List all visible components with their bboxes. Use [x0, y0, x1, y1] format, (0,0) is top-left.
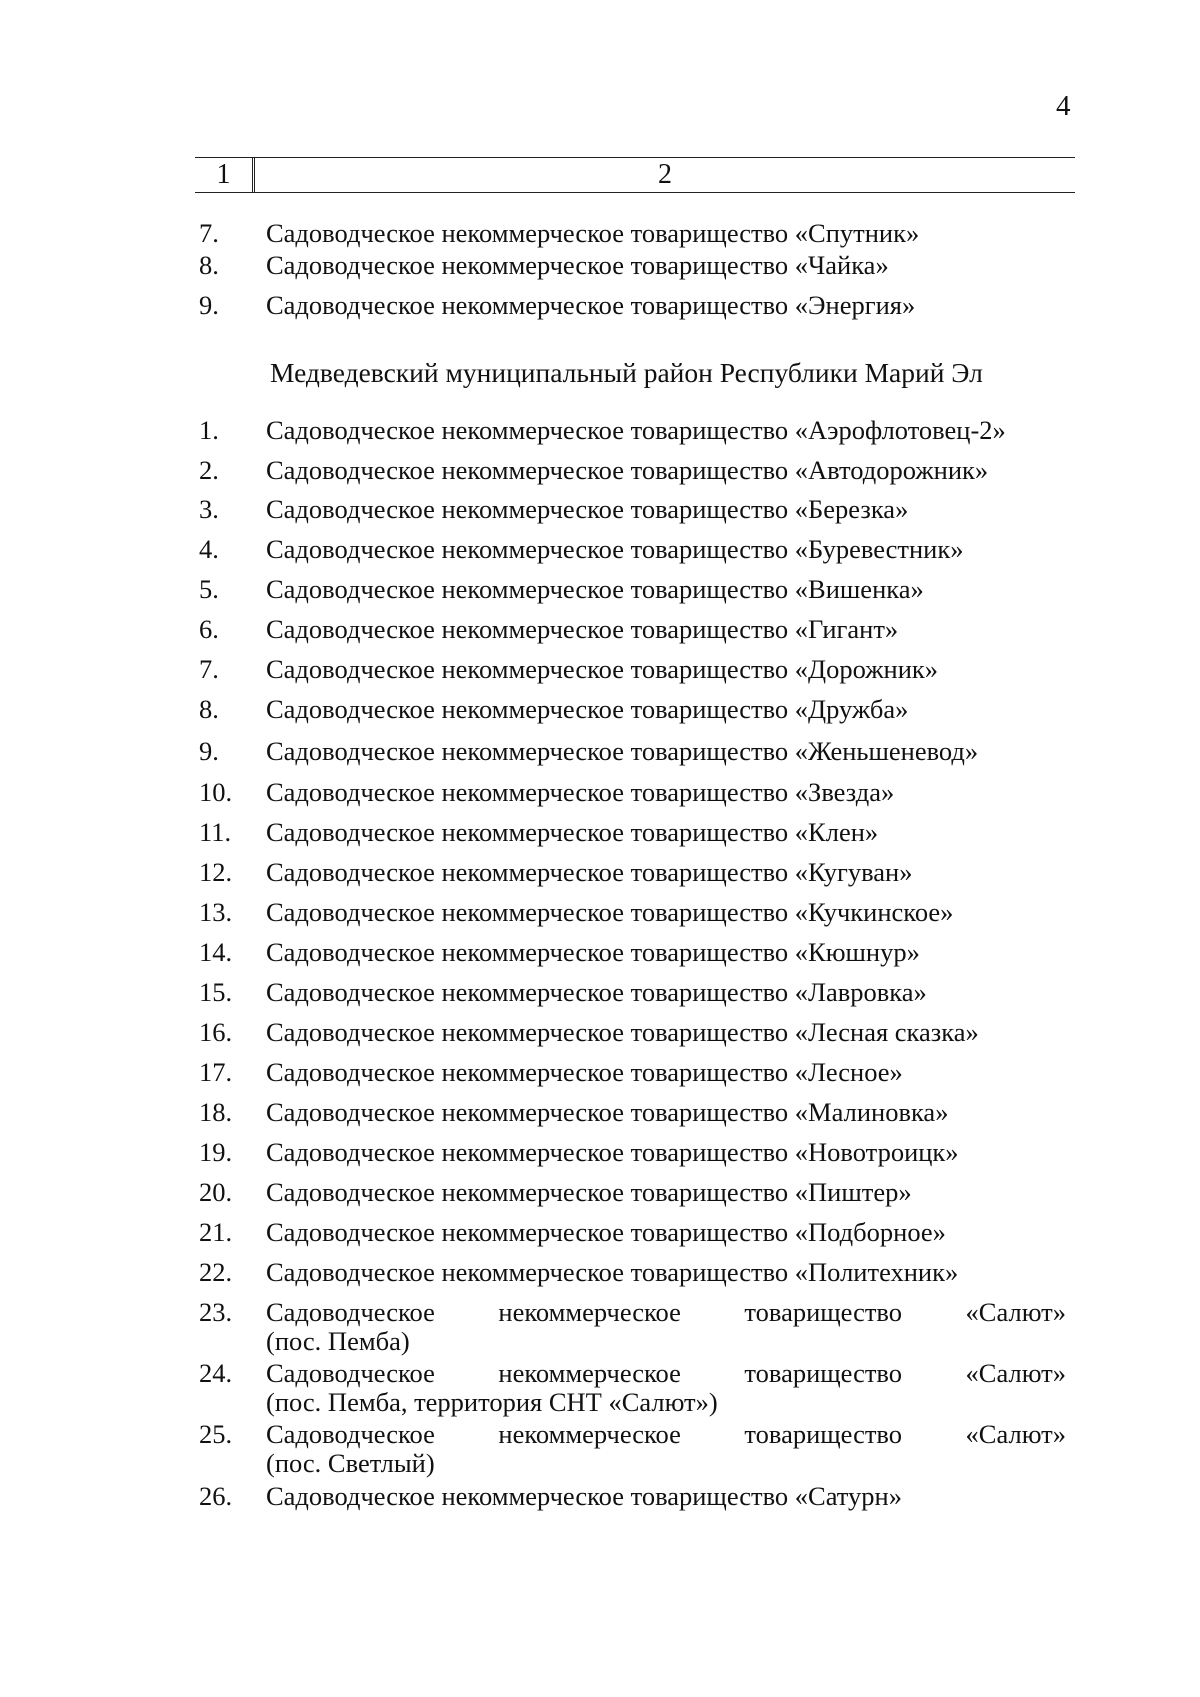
list-item-word: некоммерческое [498, 1297, 681, 1327]
list-item-text: Садоводческое некоммерческое товарищество «Политехник» [266, 1257, 959, 1287]
list-item-text-line-2: (пос. Пемба) [266, 1326, 410, 1356]
list-item-number: 4. [199, 534, 219, 564]
list-item-text: Садоводческое некоммерческое товарищество «Спутник» [266, 218, 920, 248]
list-item-text-line-1 [266, 1419, 1066, 1449]
list-item-number: 7. [199, 218, 219, 248]
list-item-number: 18. [199, 1097, 233, 1127]
list-item-word: товарищество [744, 1297, 903, 1327]
table-header-col-1: 1 [195, 158, 253, 192]
list-item-number: 13. [199, 897, 233, 927]
list-item-text: Садоводческое некоммерческое товарищество «Лавровка» [266, 977, 927, 1007]
list-item-number: 6. [199, 614, 219, 644]
list-item-number: 26. [199, 1481, 233, 1511]
table-header [195, 157, 1075, 193]
list-item-text: Садоводческое некоммерческое товарищество «Звезда» [266, 777, 895, 807]
list-item-word: товарищество [744, 1419, 903, 1449]
list-item-number: 22. [199, 1257, 233, 1287]
list-item-text: Садоводческое некоммерческое товарищество «Кугуван» [266, 857, 913, 887]
list-item-text: Садоводческое некоммерческое товарищество «Пиштер» [266, 1177, 912, 1207]
list-item-word: «Салют» [965, 1419, 1066, 1449]
list-item-number: 2. [199, 455, 219, 485]
list-item-number: 20. [199, 1177, 233, 1207]
list-item-number: 8. [199, 694, 219, 724]
list-item-word: «Салют» [965, 1297, 1066, 1327]
list-item-text: Садоводческое некоммерческое товарищество «Подборное» [266, 1217, 946, 1247]
list-item-text: Садоводческое некоммерческое товарищество «Чайка» [266, 250, 889, 280]
list-item-word: Садоводческое [266, 1297, 435, 1327]
list-item-text-line-2: (пос. Светлый) [266, 1448, 435, 1478]
list-item-text-line-1 [266, 1297, 1066, 1327]
list-item-word: Садоводческое [266, 1358, 435, 1388]
list-item-number: 8. [199, 250, 219, 280]
list-item-number: 10. [199, 777, 233, 807]
list-item-word: Садоводческое [266, 1419, 435, 1449]
list-item-text: Садоводческое некоммерческое товарищество «Аэрофлотовец-2» [266, 415, 1006, 445]
table-header-col-2: 2 [254, 158, 1075, 192]
list-item-number: 11. [199, 817, 232, 847]
list-item-text: Садоводческое некоммерческое товарищество «Вишенка» [266, 574, 924, 604]
list-item-text: Садоводческое некоммерческое товарищество «Клен» [266, 817, 879, 847]
list-item-text: Садоводческое некоммерческое товарищество «Березка» [266, 494, 909, 524]
list-item-text: Садоводческое некоммерческое товарищество «Женьшеневод» [266, 736, 979, 766]
list-item-number: 16. [199, 1017, 233, 1047]
list-item-text: Садоводческое некоммерческое товарищество «Дружба» [266, 694, 909, 724]
list-item-word: товарищество [744, 1358, 903, 1388]
list-item-number: 9. [199, 290, 219, 320]
list-item-text: Садоводческое некоммерческое товарищество «Новотроицк» [266, 1137, 959, 1167]
list-item-number: 5. [199, 574, 219, 604]
list-item-number: 19. [199, 1137, 233, 1167]
list-item-number: 21. [199, 1217, 233, 1247]
list-item-text-line-2: (пос. Пемба, территория СНТ «Салют») [266, 1387, 718, 1417]
list-item-word: «Салют» [965, 1358, 1066, 1388]
list-item-text: Садоводческое некоммерческое товарищество «Энергия» [266, 290, 916, 320]
list-item-number: 3. [199, 494, 219, 524]
district-title: Медведевский муниципальный район Республики Марий Эл [270, 357, 983, 388]
list-item-number: 1. [199, 415, 219, 445]
list-item-number: 23. [199, 1297, 233, 1327]
list-item-text: Садоводческое некоммерческое товарищество «Автодорожник» [266, 455, 989, 485]
list-item-word: некоммерческое [498, 1419, 681, 1449]
list-item-text: Садоводческое некоммерческое товарищество «Кучкинское» [266, 897, 954, 927]
page-number: 4 [1056, 90, 1071, 122]
list-item-number: 9. [199, 736, 219, 766]
list-item-number: 24. [199, 1358, 233, 1388]
list-item-text-line-1 [266, 1358, 1066, 1388]
list-item-number: 7. [199, 654, 219, 684]
list-item-number: 25. [199, 1419, 233, 1449]
list-item-number: 14. [199, 937, 233, 967]
list-item-text: Садоводческое некоммерческое товарищество «Лесное» [266, 1057, 903, 1087]
list-item-text: Садоводческое некоммерческое товарищество «Кюшнур» [266, 937, 920, 967]
list-item-text: Садоводческое некоммерческое товарищество «Буревестник» [266, 534, 964, 564]
list-item-number: 15. [199, 977, 233, 1007]
list-item-text: Садоводческое некоммерческое товарищество «Сатурн» [266, 1481, 902, 1511]
list-item-word: некоммерческое [498, 1358, 681, 1388]
list-item-text: Садоводческое некоммерческое товарищество «Лесная сказка» [266, 1017, 979, 1047]
list-item-number: 17. [199, 1057, 233, 1087]
list-item-number: 12. [199, 857, 233, 887]
list-item-text: Садоводческое некоммерческое товарищество «Малиновка» [266, 1097, 949, 1127]
list-item-text: Садоводческое некоммерческое товарищество «Дорожник» [266, 654, 939, 684]
list-item-text: Садоводческое некоммерческое товарищество «Гигант» [266, 614, 899, 644]
